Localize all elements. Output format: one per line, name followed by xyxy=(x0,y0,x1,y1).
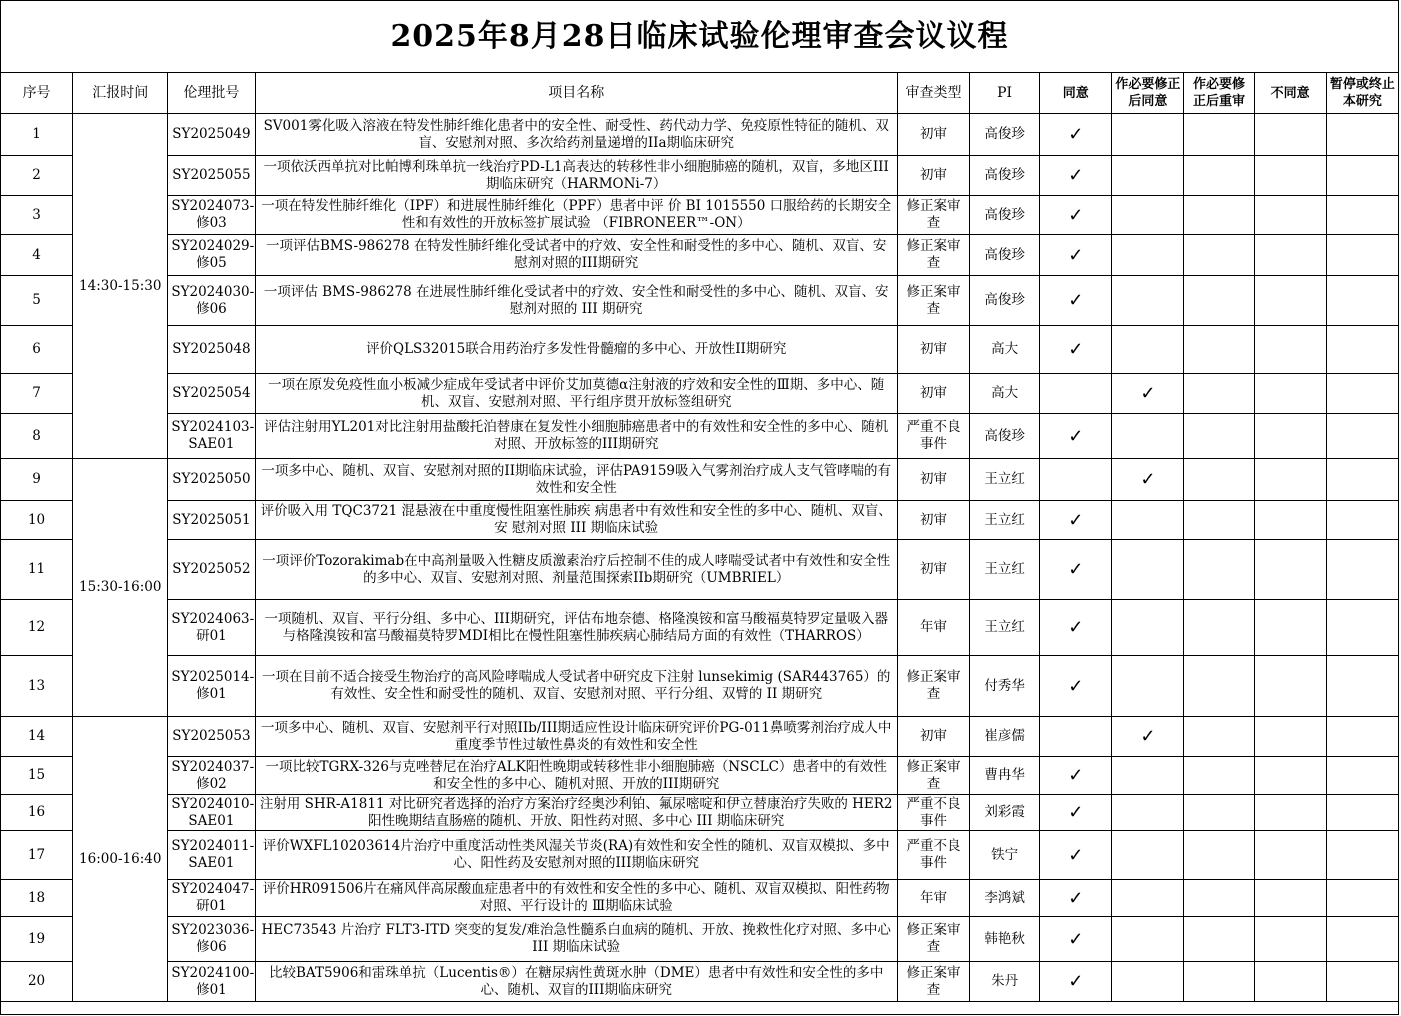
cell-seq: 4 xyxy=(1,235,73,276)
cell-decision-agree xyxy=(1040,962,1112,1002)
cell-pi: 高大 xyxy=(970,326,1040,374)
cell-pi: 王立红 xyxy=(970,600,1040,656)
cell-decision-suspend xyxy=(1326,114,1398,156)
cell-pi: 王立红 xyxy=(970,459,1040,501)
header-review-type: 审查类型 xyxy=(897,73,969,114)
cell-decision-disagree xyxy=(1254,757,1326,795)
check-icon: ✓ xyxy=(1068,165,1084,186)
cell-review-type: 修正案审查 xyxy=(897,757,969,795)
check-icon: ✓ xyxy=(1068,617,1084,638)
cell-decision-modify-rereview xyxy=(1184,656,1254,717)
cell-decision-modify-rereview xyxy=(1184,156,1254,196)
cell-decision-modify-agree xyxy=(1112,656,1184,717)
cell-approval-number: SY2025053 xyxy=(168,717,255,757)
cell-decision-suspend xyxy=(1326,326,1398,374)
header-row xyxy=(1,73,1399,114)
cell-approval-number: SY2024103-SAE01 xyxy=(168,414,255,459)
cell-approval-number: SY2025054 xyxy=(168,374,255,414)
cell-pi: 铁宁 xyxy=(970,831,1040,880)
cell-decision-modify-rereview xyxy=(1184,235,1254,276)
table-row xyxy=(1,600,1399,656)
cell-decision-modify-rereview xyxy=(1184,795,1254,831)
cell-decision-modify-agree xyxy=(1112,600,1184,656)
check-icon: ✓ xyxy=(1068,971,1084,992)
cell-decision-suspend xyxy=(1326,795,1398,831)
cell-pi: 高俊珍 xyxy=(970,276,1040,326)
cell-project-name: HEC73543 片治疗 FLT3-ITD 突变的复发/难治急性髓系白血病的随机、开放、挽救性化疗对照、多中心 III 期临床试验 xyxy=(255,917,897,962)
cell-approval-number: SY2024073-修03 xyxy=(168,196,255,235)
cell-decision-modify-rereview xyxy=(1184,276,1254,326)
cell-decision-disagree xyxy=(1254,114,1326,156)
cell-decision-disagree xyxy=(1254,717,1326,757)
cell-decision-suspend xyxy=(1326,917,1398,962)
cell-decision-agree xyxy=(1040,235,1112,276)
cell-decision-suspend xyxy=(1326,540,1398,600)
check-icon: ✓ xyxy=(1068,509,1084,531)
check-icon: ✓ xyxy=(1068,765,1084,786)
table-row xyxy=(1,196,1399,235)
cell-decision-suspend xyxy=(1326,962,1398,1002)
cell-pi: 刘彩霞 xyxy=(970,795,1040,831)
cell-project-name: 比较BAT5906和雷珠单抗（Lucentis®）在糖尿病性黄斑水肿（DME）患者中有效性和安全性的多中心、随机、双盲的III期临床研究 xyxy=(255,962,897,1002)
cell-project-name: SV001雾化吸入溶液在特发性肺纤维化患者中的安全性、耐受性、药代动力学、免疫原性特征的随机、双盲、安慰剂对照、多次给药剂量递增的IIa期临床研究 xyxy=(255,114,897,156)
cell-decision-modify-rereview xyxy=(1184,114,1254,156)
cell-decision-modify-agree xyxy=(1112,235,1184,276)
table-row xyxy=(1,501,1399,540)
cell-decision-suspend xyxy=(1326,414,1398,459)
cell-approval-number: SY2023036-修06 xyxy=(168,917,255,962)
cell-seq: 6 xyxy=(1,326,73,374)
check-icon: ✓ xyxy=(1068,244,1084,266)
table-row xyxy=(1,276,1399,326)
cell-decision-disagree xyxy=(1254,962,1326,1002)
table-row xyxy=(1,114,1399,156)
cell-decision-modify-agree xyxy=(1112,795,1184,831)
cell-approval-number: SY2025049 xyxy=(168,114,255,156)
table-row xyxy=(1,326,1399,374)
cell-decision-modify-agree xyxy=(1112,717,1184,757)
cell-decision-agree xyxy=(1040,374,1112,414)
check-icon: ✓ xyxy=(1140,726,1156,747)
cell-pi: 高俊珍 xyxy=(970,156,1040,196)
cell-decision-agree xyxy=(1040,757,1112,795)
table-row xyxy=(1,459,1399,501)
cell-project-name: 评价WXFL10203614片治疗中重度活动性类风湿关节炎(RA)有效性和安全性的随机、双盲双模拟、多中心、阳性药及安慰剂对照的III期临床研究 xyxy=(255,831,897,880)
cell-pi: 付秀华 xyxy=(970,656,1040,717)
cell-review-type: 初审 xyxy=(897,459,969,501)
cell-review-type: 初审 xyxy=(897,374,969,414)
header-agree: 同意 xyxy=(1040,73,1112,114)
cell-decision-disagree xyxy=(1254,880,1326,917)
cell-decision-modify-rereview xyxy=(1184,757,1254,795)
cell-decision-agree xyxy=(1040,114,1112,156)
check-icon: ✓ xyxy=(1068,887,1084,909)
cell-review-type: 修正案审查 xyxy=(897,235,969,276)
cell-review-type: 修正案审查 xyxy=(897,962,969,1002)
cell-decision-suspend xyxy=(1326,196,1398,235)
cell-decision-agree xyxy=(1040,656,1112,717)
cell-pi: 朱丹 xyxy=(970,962,1040,1002)
cell-decision-suspend xyxy=(1326,459,1398,501)
cell-approval-number: SY2024029-修05 xyxy=(168,235,255,276)
cell-seq: 7 xyxy=(1,374,73,414)
cell-decision-agree xyxy=(1040,276,1112,326)
cell-decision-suspend xyxy=(1326,501,1398,540)
cell-seq: 9 xyxy=(1,459,73,501)
cell-decision-disagree xyxy=(1254,917,1326,962)
cell-decision-agree xyxy=(1040,880,1112,917)
cell-decision-agree xyxy=(1040,795,1112,831)
cell-project-name: 一项比较TGRX-326与克唑替尼在治疗ALK阳性晚期或转移性非小细胞肺癌（NSCLC）患者中的有效性和安全性的多中心、随机对照、开放的III期研究 xyxy=(255,757,897,795)
check-icon: ✓ xyxy=(1068,204,1084,226)
cell-decision-agree xyxy=(1040,831,1112,880)
check-icon: ✓ xyxy=(1068,844,1084,866)
cell-decision-suspend xyxy=(1326,235,1398,276)
cell-decision-suspend xyxy=(1326,600,1398,656)
table-row xyxy=(1,831,1399,880)
cell-review-type: 严重不良事件 xyxy=(897,414,969,459)
cell-decision-disagree xyxy=(1254,276,1326,326)
cell-decision-agree xyxy=(1040,917,1112,962)
cell-decision-modify-rereview xyxy=(1184,414,1254,459)
cell-seq: 5 xyxy=(1,276,73,326)
cell-decision-modify-agree xyxy=(1112,501,1184,540)
cell-decision-suspend xyxy=(1326,880,1398,917)
cell-seq: 1 xyxy=(1,114,73,156)
cell-decision-modify-agree xyxy=(1112,114,1184,156)
cell-project-name: 一项评估 BMS-986278 在进展性肺纤维化受试者中的疗效、安全性和耐受性的多中心、随机、双盲、安慰剂对照的 III 期研究 xyxy=(255,276,897,326)
table-row xyxy=(1,717,1399,757)
cell-decision-disagree xyxy=(1254,196,1326,235)
table-row xyxy=(1,880,1399,917)
cell-project-name: 一项在目前不适合接受生物治疗的高风险哮喘成人受试者中研究皮下注射 lunsekimig (SAR443765）的有效性、安全性和耐受性的随机、双盲、安慰剂对照、平行分组、双臂的 II 期研究 xyxy=(255,656,897,717)
cell-review-type: 年审 xyxy=(897,600,969,656)
check-icon: ✓ xyxy=(1068,559,1084,580)
cell-decision-suspend xyxy=(1326,156,1398,196)
cell-decision-suspend xyxy=(1326,717,1398,757)
cell-decision-agree xyxy=(1040,414,1112,459)
cell-review-type: 严重不良事件 xyxy=(897,795,969,831)
cell-seq: 20 xyxy=(1,962,73,1002)
cell-decision-modify-rereview xyxy=(1184,600,1254,656)
cell-decision-modify-agree xyxy=(1112,156,1184,196)
cell-pi: 王立红 xyxy=(970,501,1040,540)
cell-pi: 高大 xyxy=(970,374,1040,414)
check-icon: ✓ xyxy=(1140,469,1156,490)
cell-decision-suspend xyxy=(1326,374,1398,414)
cell-decision-suspend xyxy=(1326,757,1398,795)
cell-pi: 高俊珍 xyxy=(970,235,1040,276)
cell-decision-modify-rereview xyxy=(1184,962,1254,1002)
header-modify-rereview: 作必要修正后重审 xyxy=(1184,73,1254,114)
table-row xyxy=(1,235,1399,276)
cell-approval-number: SY2025052 xyxy=(168,540,255,600)
cell-project-name: 一项在原发免疫性血小板减少症成年受试者中评价艾加莫德α注射液的疗效和安全性的Ⅲ期、多中心、随机、双盲、安慰剂对照、平行组序贯开放标签组研究 xyxy=(255,374,897,414)
cell-project-name: 评价吸入用 TQC3721 混悬液在中重度慢性阻塞性肺疾 病患者中有效性和安全性的多中心、随机、双盲、安 慰剂对照 III 期临床试验 xyxy=(255,501,897,540)
table-row xyxy=(1,917,1399,962)
cell-decision-modify-rereview xyxy=(1184,326,1254,374)
cell-approval-number: SY2025055 xyxy=(168,156,255,196)
cell-pi: 高俊珍 xyxy=(970,414,1040,459)
cell-seq: 15 xyxy=(1,757,73,795)
cell-decision-modify-agree xyxy=(1112,326,1184,374)
table-row xyxy=(1,156,1399,196)
cell-pi: 王立红 xyxy=(970,540,1040,600)
cell-time-slot: 16:00-16:40 xyxy=(73,717,168,1002)
header-disagree: 不同意 xyxy=(1254,73,1326,114)
cell-project-name: 一项在特发性肺纤维化（IPF）和进展性肺纤维化（PPF）患者中评 价 BI 1015550 口服给药的长期安全性和有效性的开放标签扩展试验 （FIBRONEER™-ON） xyxy=(255,196,897,235)
table-row xyxy=(1,414,1399,459)
cell-decision-suspend xyxy=(1326,276,1398,326)
cell-decision-modify-rereview xyxy=(1184,917,1254,962)
cell-project-name: 一项多中心、随机、双盲、安慰剂对照的II期临床试验，评估PA9159吸入气雾剂治疗成人支气管哮喘的有效性和安全性 xyxy=(255,459,897,501)
cell-pi: 崔彦儒 xyxy=(970,717,1040,757)
cell-time-slot: 15:30-16:00 xyxy=(73,459,168,717)
cell-review-type: 修正案审查 xyxy=(897,196,969,235)
cell-review-type: 初审 xyxy=(897,717,969,757)
cell-decision-suspend xyxy=(1326,831,1398,880)
header-time: 汇报时间 xyxy=(73,73,168,114)
cell-decision-agree xyxy=(1040,196,1112,235)
check-icon: ✓ xyxy=(1140,383,1156,404)
cell-decision-modify-rereview xyxy=(1184,459,1254,501)
cell-project-name: 一项评估BMS-986278 在特发性肺纤维化受试者中的疗效、安全性和耐受性的多中心、随机、双盲、安慰剂对照的III期研究 xyxy=(255,235,897,276)
cell-project-name: 评价QLS32015联合用药治疗多发性骨髓瘤的多中心、开放性II期研究 xyxy=(255,326,897,374)
cell-seq: 3 xyxy=(1,196,73,235)
cell-decision-disagree xyxy=(1254,656,1326,717)
cell-seq: 14 xyxy=(1,717,73,757)
cell-review-type: 初审 xyxy=(897,501,969,540)
cell-decision-modify-agree xyxy=(1112,540,1184,600)
cell-seq: 19 xyxy=(1,917,73,962)
cell-review-type: 年审 xyxy=(897,880,969,917)
cell-seq: 11 xyxy=(1,540,73,600)
agenda-body xyxy=(1,114,1399,1002)
cell-decision-suspend xyxy=(1326,656,1398,717)
cell-decision-disagree xyxy=(1254,600,1326,656)
cell-decision-modify-agree xyxy=(1112,880,1184,917)
cell-decision-agree xyxy=(1040,501,1112,540)
cell-decision-modify-agree xyxy=(1112,196,1184,235)
cell-decision-modify-rereview xyxy=(1184,196,1254,235)
cell-review-type: 修正案审查 xyxy=(897,656,969,717)
cell-project-name: 一项依沃西单抗对比帕博利珠单抗一线治疗PD-L1高表达的转移性非小细胞肺癌的随机，双盲，多地区III期临床研究（HARMONi-7） xyxy=(255,156,897,196)
cell-approval-number: SY2025051 xyxy=(168,501,255,540)
check-icon: ✓ xyxy=(1068,928,1084,950)
check-icon: ✓ xyxy=(1068,124,1084,145)
cell-decision-disagree xyxy=(1254,235,1326,276)
cell-decision-modify-agree xyxy=(1112,414,1184,459)
cell-decision-disagree xyxy=(1254,501,1326,540)
cell-decision-agree xyxy=(1040,459,1112,501)
cell-seq: 18 xyxy=(1,880,73,917)
cell-approval-number: SY2024047-研01 xyxy=(168,880,255,917)
cell-decision-disagree xyxy=(1254,540,1326,600)
cell-review-type: 修正案审查 xyxy=(897,276,969,326)
cell-seq: 16 xyxy=(1,795,73,831)
header-modify-agree: 作必要修正后同意 xyxy=(1112,73,1184,114)
table-row xyxy=(1,540,1399,600)
page-title: 2025年8月28日临床试验伦理审查会议议程 xyxy=(1,1,1398,73)
cell-seq: 8 xyxy=(1,414,73,459)
cell-pi: 高俊珍 xyxy=(970,196,1040,235)
cell-project-name: 一项随机、双盲、平行分组、多中心、III期研究，评估布地奈德、格隆溴铵和富马酸福莫特罗定量吸入器与格隆溴铵和富马酸福莫特罗MDI相比在慢性阻塞性肺疾病心肺结局方面的有效性（THARROS） xyxy=(255,600,897,656)
cell-decision-disagree xyxy=(1254,831,1326,880)
cell-decision-modify-rereview xyxy=(1184,540,1254,600)
cell-seq: 12 xyxy=(1,600,73,656)
cell-decision-agree xyxy=(1040,156,1112,196)
cell-decision-agree xyxy=(1040,540,1112,600)
cell-approval-number: SY2025014-修01 xyxy=(168,656,255,717)
check-icon: ✓ xyxy=(1068,425,1084,447)
cell-approval-number: SY2024037-修02 xyxy=(168,757,255,795)
cell-approval-number: SY2024100-修01 xyxy=(168,962,255,1002)
table-row xyxy=(1,374,1399,414)
cell-decision-modify-agree xyxy=(1112,459,1184,501)
cell-decision-disagree xyxy=(1254,795,1326,831)
cell-project-name: 评价HR091506片在痛风伴高尿酸血症患者中的有效性和安全性的多中心、随机、双盲双模拟、阳性药物对照、平行设计的 Ⅲ期临床试验 xyxy=(255,880,897,917)
cell-approval-number: SY2024063-研01 xyxy=(168,600,255,656)
cell-project-name: 一项多中心、随机、双盲、安慰剂平行对照IIb/III期适应性设计临床研究评价PG-011鼻喷雾剂治疗成人中重度季节性过敏性鼻炎的有效性和安全性 xyxy=(255,717,897,757)
table-row xyxy=(1,757,1399,795)
cell-pi: 曹冉华 xyxy=(970,757,1040,795)
cell-decision-modify-rereview xyxy=(1184,880,1254,917)
cell-review-type: 初审 xyxy=(897,156,969,196)
table-row xyxy=(1,795,1399,831)
cell-review-type: 初审 xyxy=(897,540,969,600)
cell-decision-modify-rereview xyxy=(1184,831,1254,880)
cell-pi: 韩艳秋 xyxy=(970,917,1040,962)
cell-decision-modify-agree xyxy=(1112,962,1184,1002)
cell-project-name: 评估注射用YL201对比注射用盐酸托泊替康在复发性小细胞肺癌患者中的有效性和安全性的多中心、随机对照、开放标签的III期研究 xyxy=(255,414,897,459)
cell-decision-agree xyxy=(1040,600,1112,656)
cell-review-type: 严重不良事件 xyxy=(897,831,969,880)
check-icon: ✓ xyxy=(1068,339,1084,360)
cell-seq: 17 xyxy=(1,831,73,880)
cell-seq: 2 xyxy=(1,156,73,196)
cell-project-name: 一项评价Tozorakimab在中高剂量吸入性糖皮质激素治疗后控制不佳的成人哮喘受试者中有效性和安全性的多中心、双盲、安慰剂对照、剂量范围探索IIb期研究（UMBRIEL） xyxy=(255,540,897,600)
cell-decision-disagree xyxy=(1254,156,1326,196)
cell-decision-disagree xyxy=(1254,459,1326,501)
header-approval: 伦理批号 xyxy=(168,73,255,114)
cell-review-type: 初审 xyxy=(897,326,969,374)
cell-decision-agree xyxy=(1040,326,1112,374)
cell-approval-number: SY2025050 xyxy=(168,459,255,501)
cell-decision-modify-agree xyxy=(1112,374,1184,414)
cell-decision-modify-rereview xyxy=(1184,717,1254,757)
check-icon: ✓ xyxy=(1068,290,1084,311)
cell-approval-number: SY2025048 xyxy=(168,326,255,374)
cell-decision-disagree xyxy=(1254,374,1326,414)
cell-pi: 高俊珍 xyxy=(970,114,1040,156)
cell-decision-agree xyxy=(1040,717,1112,757)
cell-seq: 13 xyxy=(1,656,73,717)
check-icon: ✓ xyxy=(1068,675,1084,697)
header-project: 项目名称 xyxy=(255,73,897,114)
cell-approval-number: SY2024010-SAE01 xyxy=(168,795,255,831)
cell-decision-disagree xyxy=(1254,414,1326,459)
cell-time-slot: 14:30-15:30 xyxy=(73,114,168,459)
cell-decision-modify-agree xyxy=(1112,276,1184,326)
cell-review-type: 初审 xyxy=(897,114,969,156)
cell-decision-disagree xyxy=(1254,326,1326,374)
table-row xyxy=(1,962,1399,1002)
cell-approval-number: SY2024030-修06 xyxy=(168,276,255,326)
header-pi: PI xyxy=(970,73,1040,114)
cell-project-name: 注射用 SHR-A1811 对比研究者选择的治疗方案治疗经奥沙利铂、氟尿嘧啶和伊立替康治疗失败的 HER2 阳性晚期结直肠癌的随机、开放、阳性药对照、多中心 III 期临床研究 xyxy=(255,795,897,831)
cell-decision-modify-agree xyxy=(1112,917,1184,962)
header-suspend: 暂停或终止本研究 xyxy=(1326,73,1398,114)
table-row xyxy=(1,656,1399,717)
cell-pi: 李鸿斌 xyxy=(970,880,1040,917)
cell-decision-modify-rereview xyxy=(1184,501,1254,540)
cell-decision-modify-agree xyxy=(1112,757,1184,795)
header-seq: 序号 xyxy=(1,73,73,114)
agenda-table xyxy=(0,72,1399,1002)
cell-decision-modify-agree xyxy=(1112,831,1184,880)
cell-approval-number: SY2024011-SAE01 xyxy=(168,831,255,880)
cell-decision-modify-rereview xyxy=(1184,374,1254,414)
cell-seq: 10 xyxy=(1,501,73,540)
cell-review-type: 修正案审查 xyxy=(897,917,969,962)
check-icon: ✓ xyxy=(1068,802,1084,823)
